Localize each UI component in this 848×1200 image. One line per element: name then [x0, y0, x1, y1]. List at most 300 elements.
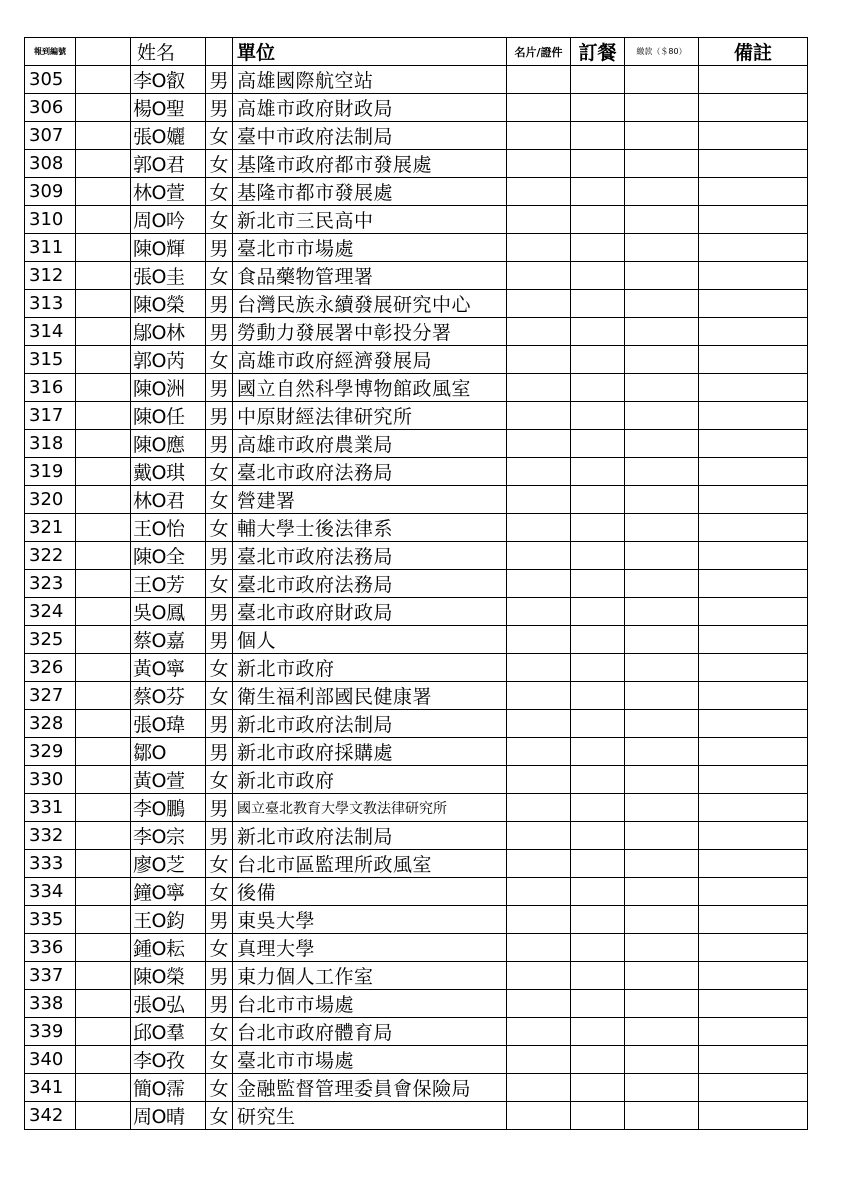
cell-blank [76, 990, 131, 1018]
cell-remarks [699, 570, 808, 598]
cell-checkin-no: 324 [25, 598, 76, 626]
cell-card [507, 402, 571, 430]
cell-unit: 國立臺北教育大學文教法律研究所 [233, 794, 507, 822]
cell-name: 黃O寧 [131, 654, 206, 682]
cell-meal [571, 178, 625, 206]
cell-blank [76, 430, 131, 458]
cell-name: 李O鵬 [131, 794, 206, 822]
cell-card [507, 206, 571, 234]
cell-checkin-no: 340 [25, 1046, 76, 1074]
cell-card [507, 1074, 571, 1102]
cell-card [507, 178, 571, 206]
cell-blank [76, 374, 131, 402]
cell-remarks [699, 402, 808, 430]
cell-payment [625, 94, 699, 122]
cell-meal [571, 598, 625, 626]
cell-payment [625, 682, 699, 710]
cell-card [507, 346, 571, 374]
cell-name: 郭O芮 [131, 346, 206, 374]
cell-name: 陳O榮 [131, 290, 206, 318]
cell-remarks [699, 542, 808, 570]
cell-payment [625, 878, 699, 906]
cell-checkin-no: 330 [25, 766, 76, 794]
cell-payment [625, 374, 699, 402]
cell-checkin-no: 318 [25, 430, 76, 458]
cell-checkin-no: 323 [25, 570, 76, 598]
cell-unit: 高雄市政府經濟發展局 [233, 346, 507, 374]
header-meal: 訂餐 [571, 38, 625, 66]
cell-unit: 台灣民族永續發展研究中心 [233, 290, 507, 318]
cell-payment [625, 262, 699, 290]
table-row [25, 234, 808, 262]
cell-unit: 臺北市政府法務局 [233, 570, 507, 598]
cell-remarks [699, 794, 808, 822]
table-row [25, 514, 808, 542]
cell-unit: 東吳大學 [233, 906, 507, 934]
cell-gender: 男 [206, 234, 233, 262]
header-remarks: 備註 [699, 38, 808, 66]
cell-meal [571, 1018, 625, 1046]
cell-gender: 女 [206, 178, 233, 206]
cell-gender: 男 [206, 626, 233, 654]
cell-card [507, 850, 571, 878]
cell-name: 鍾O耘 [131, 934, 206, 962]
cell-unit: 臺北市市場處 [233, 234, 507, 262]
cell-unit: 高雄市政府農業局 [233, 430, 507, 458]
cell-meal [571, 402, 625, 430]
cell-name: 張O弘 [131, 990, 206, 1018]
cell-checkin-no: 337 [25, 962, 76, 990]
cell-blank [76, 598, 131, 626]
cell-name: 林O萱 [131, 178, 206, 206]
cell-payment [625, 738, 699, 766]
cell-blank [76, 850, 131, 878]
cell-payment [625, 934, 699, 962]
cell-meal [571, 934, 625, 962]
cell-blank [76, 738, 131, 766]
table-row [25, 374, 808, 402]
cell-name: 張O圭 [131, 262, 206, 290]
cell-remarks [699, 318, 808, 346]
header-blank [76, 38, 131, 66]
table-row [25, 710, 808, 738]
table-row [25, 178, 808, 206]
cell-card [507, 234, 571, 262]
table-row [25, 1102, 808, 1130]
cell-meal [571, 346, 625, 374]
cell-meal [571, 682, 625, 710]
header-unit: 單位 [233, 38, 507, 66]
cell-payment [625, 150, 699, 178]
cell-meal [571, 1102, 625, 1130]
cell-unit: 台北市政府體育局 [233, 1018, 507, 1046]
cell-payment [625, 486, 699, 514]
cell-meal [571, 66, 625, 94]
cell-name: 鄔O林 [131, 318, 206, 346]
cell-blank [76, 486, 131, 514]
cell-card [507, 514, 571, 542]
cell-payment [625, 794, 699, 822]
cell-blank [76, 150, 131, 178]
cell-unit: 國立自然科學博物館政風室 [233, 374, 507, 402]
cell-card [507, 430, 571, 458]
cell-name: 陳O任 [131, 402, 206, 430]
cell-payment [625, 990, 699, 1018]
cell-gender: 女 [206, 766, 233, 794]
cell-name: 鄒O [131, 738, 206, 766]
header-checkin-no: 報到編號 [25, 38, 76, 66]
cell-remarks [699, 710, 808, 738]
cell-remarks [699, 822, 808, 850]
cell-checkin-no: 335 [25, 906, 76, 934]
cell-blank [76, 934, 131, 962]
cell-name: 楊O聖 [131, 94, 206, 122]
cell-gender: 男 [206, 794, 233, 822]
cell-name: 郭O君 [131, 150, 206, 178]
cell-card [507, 318, 571, 346]
cell-gender: 女 [206, 682, 233, 710]
table-row [25, 290, 808, 318]
cell-name: 黃O萱 [131, 766, 206, 794]
cell-gender: 女 [206, 262, 233, 290]
cell-meal [571, 458, 625, 486]
cell-unit: 新北市政府法制局 [233, 710, 507, 738]
cell-meal [571, 94, 625, 122]
cell-card [507, 962, 571, 990]
cell-checkin-no: 315 [25, 346, 76, 374]
cell-payment [625, 570, 699, 598]
cell-meal [571, 906, 625, 934]
cell-card [507, 542, 571, 570]
cell-gender: 女 [206, 122, 233, 150]
cell-name: 吳O鳳 [131, 598, 206, 626]
cell-payment [625, 402, 699, 430]
cell-card [507, 822, 571, 850]
cell-gender: 女 [206, 1102, 233, 1130]
cell-unit: 台北市市場處 [233, 990, 507, 1018]
cell-gender: 女 [206, 346, 233, 374]
cell-unit: 東力個人工作室 [233, 962, 507, 990]
cell-gender: 女 [206, 1074, 233, 1102]
cell-gender: 女 [206, 570, 233, 598]
cell-card [507, 150, 571, 178]
cell-meal [571, 374, 625, 402]
cell-gender: 男 [206, 290, 233, 318]
cell-unit: 基隆市都市發展處 [233, 178, 507, 206]
cell-meal [571, 290, 625, 318]
cell-blank [76, 66, 131, 94]
cell-name: 王O芳 [131, 570, 206, 598]
cell-meal [571, 514, 625, 542]
cell-card [507, 990, 571, 1018]
cell-remarks [699, 738, 808, 766]
cell-name: 王O怡 [131, 514, 206, 542]
cell-blank [76, 1018, 131, 1046]
cell-checkin-no: 331 [25, 794, 76, 822]
cell-meal [571, 794, 625, 822]
cell-checkin-no: 325 [25, 626, 76, 654]
cell-meal [571, 262, 625, 290]
table-row [25, 598, 808, 626]
cell-meal [571, 1046, 625, 1074]
table-row [25, 122, 808, 150]
cell-meal [571, 318, 625, 346]
table-row [25, 1046, 808, 1074]
cell-unit: 高雄國際航空站 [233, 66, 507, 94]
cell-remarks [699, 206, 808, 234]
cell-unit: 新北市政府法制局 [233, 822, 507, 850]
cell-blank [76, 682, 131, 710]
cell-gender: 男 [206, 318, 233, 346]
cell-gender: 女 [206, 850, 233, 878]
cell-meal [571, 1074, 625, 1102]
cell-unit: 基隆市政府都市發展處 [233, 150, 507, 178]
cell-gender: 男 [206, 402, 233, 430]
cell-card [507, 122, 571, 150]
cell-unit: 新北市政府 [233, 654, 507, 682]
cell-checkin-no: 342 [25, 1102, 76, 1130]
cell-gender: 女 [206, 514, 233, 542]
cell-card [507, 1018, 571, 1046]
table-row [25, 206, 808, 234]
cell-meal [571, 654, 625, 682]
cell-card [507, 738, 571, 766]
cell-meal [571, 766, 625, 794]
cell-meal [571, 626, 625, 654]
cell-gender: 女 [206, 1018, 233, 1046]
cell-payment [625, 654, 699, 682]
cell-payment [625, 430, 699, 458]
cell-checkin-no: 319 [25, 458, 76, 486]
table-row [25, 150, 808, 178]
cell-checkin-no: 308 [25, 150, 76, 178]
header-gender [206, 38, 233, 66]
cell-unit: 新北市政府採購處 [233, 738, 507, 766]
cell-blank [76, 1102, 131, 1130]
cell-payment [625, 1102, 699, 1130]
cell-payment [625, 906, 699, 934]
cell-remarks [699, 906, 808, 934]
cell-name: 周O晴 [131, 1102, 206, 1130]
cell-name: 周O吟 [131, 206, 206, 234]
cell-payment [625, 66, 699, 94]
cell-name: 張O瑋 [131, 710, 206, 738]
cell-gender: 女 [206, 934, 233, 962]
cell-payment [625, 1018, 699, 1046]
cell-meal [571, 234, 625, 262]
cell-gender: 男 [206, 430, 233, 458]
cell-remarks [699, 234, 808, 262]
header-name: 姓名 [131, 38, 206, 66]
cell-checkin-no: 336 [25, 934, 76, 962]
cell-card [507, 1102, 571, 1130]
cell-name: 陳O榮 [131, 962, 206, 990]
cell-name: 李O宗 [131, 822, 206, 850]
cell-gender: 女 [206, 150, 233, 178]
cell-meal [571, 122, 625, 150]
cell-checkin-no: 306 [25, 94, 76, 122]
cell-checkin-no: 328 [25, 710, 76, 738]
cell-remarks [699, 66, 808, 94]
cell-checkin-no: 332 [25, 822, 76, 850]
cell-blank [76, 822, 131, 850]
cell-payment [625, 514, 699, 542]
cell-unit: 後備 [233, 878, 507, 906]
cell-gender: 男 [206, 822, 233, 850]
cell-remarks [699, 262, 808, 290]
cell-unit: 新北市三民高中 [233, 206, 507, 234]
table-row [25, 1074, 808, 1102]
cell-card [507, 486, 571, 514]
cell-payment [625, 1046, 699, 1074]
cell-unit: 個人 [233, 626, 507, 654]
table-row [25, 1018, 808, 1046]
cell-payment [625, 234, 699, 262]
cell-gender: 男 [206, 962, 233, 990]
cell-payment [625, 766, 699, 794]
cell-gender: 男 [206, 738, 233, 766]
cell-meal [571, 542, 625, 570]
cell-remarks [699, 626, 808, 654]
cell-card [507, 906, 571, 934]
cell-unit: 高雄市政府財政局 [233, 94, 507, 122]
cell-remarks [699, 682, 808, 710]
cell-checkin-no: 312 [25, 262, 76, 290]
cell-name: 張O孋 [131, 122, 206, 150]
cell-unit: 輔大學士後法律系 [233, 514, 507, 542]
table-row [25, 262, 808, 290]
cell-gender: 女 [206, 486, 233, 514]
cell-remarks [699, 458, 808, 486]
cell-card [507, 878, 571, 906]
cell-gender: 女 [206, 458, 233, 486]
cell-checkin-no: 307 [25, 122, 76, 150]
cell-checkin-no: 313 [25, 290, 76, 318]
table-row [25, 346, 808, 374]
cell-payment [625, 458, 699, 486]
table-row [25, 990, 808, 1018]
cell-remarks [699, 766, 808, 794]
cell-unit: 中原財經法律研究所 [233, 402, 507, 430]
cell-gender: 男 [206, 66, 233, 94]
table-row [25, 766, 808, 794]
cell-remarks [699, 122, 808, 150]
cell-blank [76, 178, 131, 206]
registration-table [24, 37, 808, 1130]
cell-unit: 勞動力發展署中彰投分署 [233, 318, 507, 346]
cell-unit: 臺北市政府法務局 [233, 542, 507, 570]
table-row [25, 570, 808, 598]
cell-blank [76, 1046, 131, 1074]
cell-gender: 女 [206, 878, 233, 906]
table-row [25, 934, 808, 962]
cell-unit: 食品藥物管理署 [233, 262, 507, 290]
cell-unit: 營建署 [233, 486, 507, 514]
cell-blank [76, 122, 131, 150]
cell-payment [625, 710, 699, 738]
cell-card [507, 654, 571, 682]
table-row [25, 626, 808, 654]
cell-checkin-no: 309 [25, 178, 76, 206]
cell-meal [571, 430, 625, 458]
cell-remarks [699, 878, 808, 906]
table-row [25, 318, 808, 346]
cell-blank [76, 318, 131, 346]
cell-remarks [699, 934, 808, 962]
cell-name: 陳O洲 [131, 374, 206, 402]
cell-unit: 衛生福利部國民健康署 [233, 682, 507, 710]
cell-payment [625, 122, 699, 150]
cell-payment [625, 206, 699, 234]
cell-checkin-no: 333 [25, 850, 76, 878]
cell-blank [76, 458, 131, 486]
cell-name: 邱O羣 [131, 1018, 206, 1046]
cell-card [507, 934, 571, 962]
cell-gender: 男 [206, 94, 233, 122]
cell-remarks [699, 1046, 808, 1074]
cell-remarks [699, 346, 808, 374]
cell-card [507, 766, 571, 794]
cell-remarks [699, 1102, 808, 1130]
cell-checkin-no: 321 [25, 514, 76, 542]
cell-gender: 男 [206, 598, 233, 626]
cell-blank [76, 94, 131, 122]
cell-payment [625, 542, 699, 570]
cell-blank [76, 654, 131, 682]
table-row [25, 738, 808, 766]
cell-payment [625, 346, 699, 374]
cell-name: 陳O全 [131, 542, 206, 570]
cell-checkin-no: 320 [25, 486, 76, 514]
table-row [25, 542, 808, 570]
cell-gender: 男 [206, 990, 233, 1018]
cell-checkin-no: 314 [25, 318, 76, 346]
cell-payment [625, 318, 699, 346]
cell-unit: 台北市區監理所政風室 [233, 850, 507, 878]
cell-blank [76, 290, 131, 318]
cell-remarks [699, 654, 808, 682]
table-row [25, 402, 808, 430]
cell-payment [625, 290, 699, 318]
cell-card [507, 262, 571, 290]
cell-card [507, 682, 571, 710]
cell-card [507, 570, 571, 598]
cell-checkin-no: 316 [25, 374, 76, 402]
cell-payment [625, 850, 699, 878]
table-row [25, 962, 808, 990]
table-row [25, 458, 808, 486]
cell-payment [625, 822, 699, 850]
cell-name: 廖O芝 [131, 850, 206, 878]
cell-remarks [699, 962, 808, 990]
cell-checkin-no: 334 [25, 878, 76, 906]
table-row [25, 850, 808, 878]
cell-checkin-no: 338 [25, 990, 76, 1018]
cell-card [507, 458, 571, 486]
cell-remarks [699, 374, 808, 402]
cell-unit: 臺北市市場處 [233, 1046, 507, 1074]
cell-name: 蔡O芬 [131, 682, 206, 710]
cell-blank [76, 626, 131, 654]
cell-remarks [699, 1074, 808, 1102]
cell-checkin-no: 327 [25, 682, 76, 710]
cell-checkin-no: 317 [25, 402, 76, 430]
cell-blank [76, 766, 131, 794]
cell-meal [571, 990, 625, 1018]
cell-meal [571, 486, 625, 514]
cell-card [507, 794, 571, 822]
header-card: 名片/證件 [507, 38, 571, 66]
